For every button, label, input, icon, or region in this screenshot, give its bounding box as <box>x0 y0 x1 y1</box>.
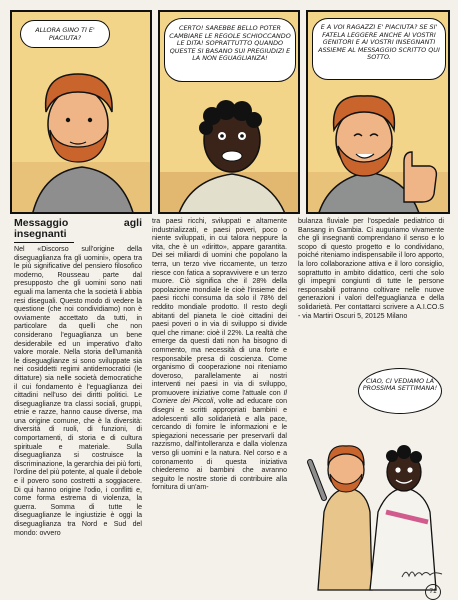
article-text: bulanza fluviale per l'ospedale pediatrico di Bansang in Gambia. Ci auguriamo vivamente che gli insegnanti comprendano il senso e lo scopo di questo progetto e lo condividano, poiché riteniamo indispensabile il loro apporto, la loro collaborazione attiva e il loro consiglio, soprattutto in ambito didattico, certi che solo gli impegni congiunti di tutte le persone responsabili potranno coltivare nelle nuove generazioni i valori dell'eguaglianza e della solidarietà. Per contattarci scrivere a A.I.CO.S - via Martiri Oscuri 5, 20125 Milano <box>298 218 444 320</box>
speech-bubble: CERTO! SAREBBE BELLO POTER CAMBIARE LE REGOLE SCHIOCCANDO LE DITA! SOPRATTUTTO QUANDO QUESTE SI BASANO SUI PREGIUDIZI E LA NON EGUAGLIANZA! <box>164 18 296 82</box>
speech-bubble: E A VOI RAGAZZI E' PIACIUTA? SE SI' FATELA LEGGERE ANCHE AI VOSTRI GENITORI E AI VOSTRI INSEGNANTI ASSIEME AL MESSAGGIO SCRITTO QUI SOTTO. <box>312 18 446 80</box>
article-column-3 <box>298 218 444 321</box>
article-column-1 <box>14 218 142 538</box>
speech-bubble: ALLORA GINO TI E' PIACIUTA? <box>20 20 110 48</box>
comic-strip <box>10 10 450 214</box>
speech-bubble-ciao: CIAO, CI VEDIAMO LA PROSSIMA SETTIMANA! <box>358 368 442 414</box>
comic-panel-3 <box>306 10 450 214</box>
signature-scribble <box>400 566 444 580</box>
article-text <box>152 218 287 493</box>
article-text-part: tra paesi ricchi, sviluppati e altamente industrializzati, e paesi poveri, poco o niente sviluppati, in cui talora neppure la vita, che è un «diritto», appare garantita. Dei sei miliardi di uomini che popolano la terra, un terzo vive riccamente, un terzo riesce con fatica a sopravvivere e un terzo muore. Ciò significa che il 28% della popolazione mondiale le cioè l'insieme dei paesi ricchi consuma da solo il 78% del reddito mondiale prodotto. Il resto degli abitanti del pianeta le cioè cittadini dei paesi poveri o in via di sviluppo si divide quel che rimane: cioè il 22%. La realtà che emerge da questi dati non ha bisogno di commento, ma necessità di una forte e responsabile presa di coscienza. Come organismo di cooperazione noi riteniamo doveroso, parallelamente ai nostri interventi nei paesi in via di sviluppo, promuovere iniziative come l'attuale con <box>152 218 287 397</box>
comic-panel-1 <box>10 10 152 214</box>
article-headline: Messaggio agli insegnanti <box>14 217 142 240</box>
headline-rule <box>14 242 74 243</box>
article-text-part: , volte ad educare con disegni e scritti appropriati bambini e adolescenti allo solidarietà e alla pace, cercando di fornire le informazioni e le spiegazioni necessarie per preservarli dal razzismo, dall'intolleranza e dalla violenza verso gli uomini e la natura. Nel corso e a coronamento di questa iniziativa chiederemo ai bambini che avranno seguito le nostre storie di contribuire alla fornitura di un'am- <box>152 398 287 492</box>
artist-signature <box>400 566 444 582</box>
comic-panel-2 <box>158 10 300 214</box>
article-text: Nel «Discorso sull'origine della diseguaglianza fra gli uomini», opera tra le più significative del pensiero filosofico moderno, Rousseau parte dal presupposto che gli uomini sono nati eguali ma lamenta che la società li abbia resi diseguali. Questo modo di vedere la questione (che noi condividiamo) non è ovviamente accettato da tutti, in particolare da quelli che non considerano l'eguaglianza un bene desiderabile ed un imperativo d'alto valore morale. Nella storia dell'umanità le diseguaglianze si sono sviluppate sia nei cosiddetti regimi antidemocratici (le dittature) sia nelle società democratiche il cui fondamento è l'eguaglianza dei cittadini nell'uso dei diritti politici. Le diseguaglianze tra classi sociali, gruppi, etnie e razze, hanno cause diverse, ma una origine comune, che è la diversità: diversità di ruoli, di funzioni, di comportamenti, di storia e di cultura spirituale e materiale. Sulla diseguaglianza si costruisce la discriminazione, la gerarchia dei più forti, l'ordine del più potente, al quale il debole e il povero sono costretti a soggiacere. Di qui hanno origine l'odio, i conflitti e, come forma estrema di violenza, la guerra. Somma di tutte le diseguaglianze le ingiustizie è oggi la diseguaglianza tra Nord e Sud del mondo: ovvero <box>14 246 142 537</box>
article-column-2 <box>152 218 287 493</box>
page-number: 71 <box>425 584 441 600</box>
magazine-name: Il Corriere dei Piccoli <box>152 389 287 406</box>
